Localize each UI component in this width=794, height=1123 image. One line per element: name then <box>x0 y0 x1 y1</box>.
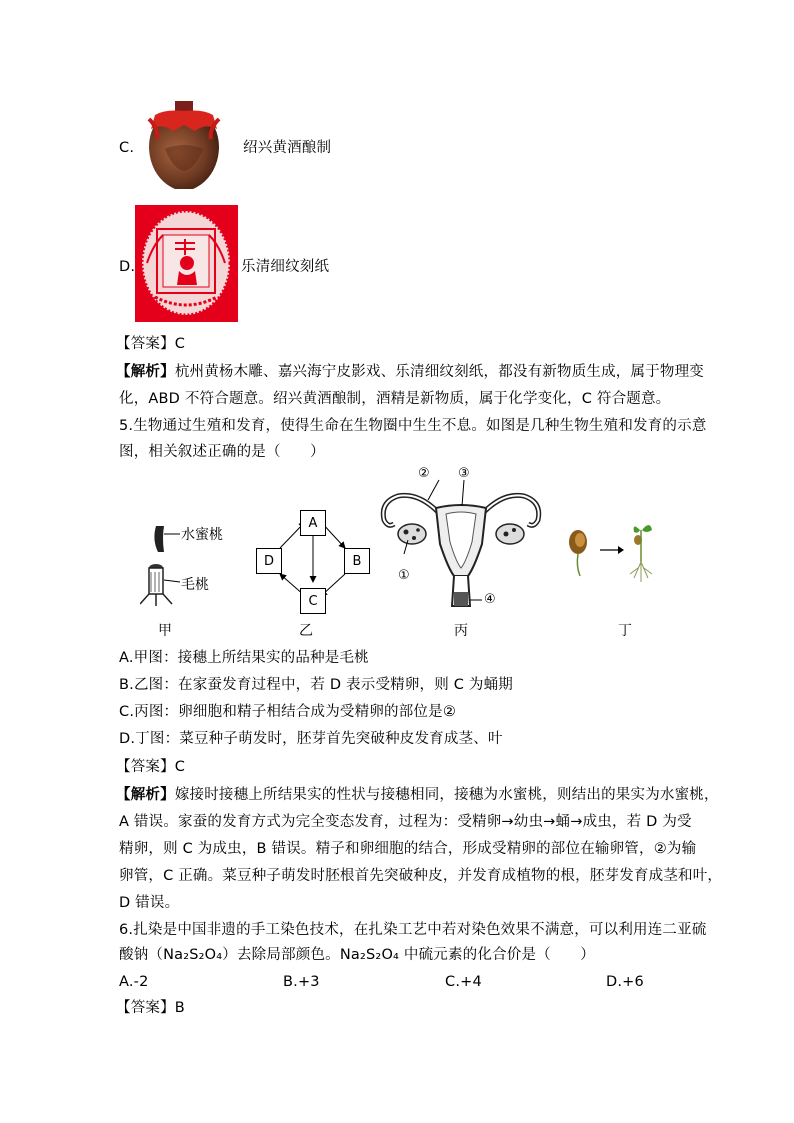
q5-answer: 【答案】C <box>116 759 186 775</box>
bing-mark-4: ④ <box>484 592 496 607</box>
option-c-letter: C. <box>119 140 135 156</box>
analysis-tag: 【解析】 <box>116 364 175 380</box>
option-d-letter: D. <box>119 259 136 275</box>
bing-mark-2: ② <box>418 466 430 481</box>
cycle-node-c: C <box>300 588 326 614</box>
q4-answer: 【答案】C <box>116 336 186 352</box>
cycle-node-d: D <box>256 548 282 574</box>
analysis-tag: 【解析】 <box>116 787 175 803</box>
cycle-node-a: A <box>300 510 326 536</box>
q5-option-c: C.丙图：卵细胞和精子相结合成为受精卵的部位是② <box>119 704 457 720</box>
analysis-text: 嫁接时接穗上所结果实的性状与接穗相同，接穗为水蜜桃，则结出的果实为水蜜桃， <box>174 787 719 803</box>
jia-stock-label: 毛桃 <box>181 577 209 593</box>
q6-stem-line1: 6.扎染是中国非遗的手工染色技术，在扎染工艺中若对染色效果不满意，可以利用连二亚硫 <box>119 922 707 938</box>
q6-option-c: C.+4 <box>445 974 482 990</box>
option-c-label: 绍兴黄酒酿制 <box>243 140 332 156</box>
q5-analysis-line3: 精卵，则 C 为成虫，B 错误。精子和卵细胞的结合，形成受精卵的部位在输卵管，②为输 <box>119 841 697 857</box>
figure-ding <box>560 518 660 640</box>
q6-stem-line2: 酸钠（Na₂S₂O₄）去除局部颜色。Na₂S₂O₄ 中硫元素的化合价是（ ） <box>119 947 595 963</box>
figure-jia <box>140 468 250 640</box>
bing-mark-3: ③ <box>458 466 470 481</box>
q5-analysis-line5: D 错误。 <box>119 895 180 911</box>
jia-label: 甲 <box>158 623 172 639</box>
bing-mark-1: ① <box>398 568 410 583</box>
paper-cut-image <box>135 205 238 322</box>
cycle-node-b: B <box>344 548 370 574</box>
q5-analysis-line4: 卵管，C 正确。菜豆种子萌发时胚根首先突破种皮，并发育成植物的根，胚芽发育成茎和叶， <box>119 868 723 884</box>
q5-option-a: A.甲图：接穗上所结果实的品种是毛桃 <box>119 650 369 666</box>
yi-label: 乙 <box>299 623 313 639</box>
q5-figure <box>140 468 660 640</box>
q6-option-a: A.-2 <box>119 974 149 990</box>
q6-option-b: B.+3 <box>283 974 320 990</box>
q6-answer: 【答案】B <box>116 1000 185 1016</box>
jia-scion-label: 水蜜桃 <box>181 527 223 543</box>
figure-yi <box>248 508 378 640</box>
figure-bing <box>378 466 548 640</box>
q6-option-d: D.+6 <box>606 974 644 990</box>
q5-stem-line1: 5.生物通过生殖和发育，使得生命在生物圈中生生不息。如图是几种生物生殖和发育的示意 <box>119 418 707 434</box>
analysis-text: 杭州黄杨木雕、嘉兴海宁皮影戏、乐清细纹刻纸，都没有新物质生成，属于物理变 <box>174 364 705 380</box>
option-d-label: 乐清细纹刻纸 <box>241 259 330 275</box>
q5-analysis-line1 <box>116 786 719 804</box>
ding-label: 丁 <box>618 623 632 639</box>
q5-option-b: B.乙图：在家蚕发育过程中，若 D 表示受精卵，则 C 为蛹期 <box>119 677 513 693</box>
wine-jar-image <box>135 99 233 191</box>
q4-analysis-line1 <box>116 363 704 381</box>
q5-analysis-line2: A 错误。家蚕的发育方式为完全变态发育，过程为：受精卵→幼虫→蛹→成虫，若 D 为受 <box>119 814 692 830</box>
bing-label: 丙 <box>454 623 468 639</box>
q5-option-d: D.丁图：菜豆种子萌发时，胚芽首先突破种皮发育成茎、叶 <box>119 731 503 747</box>
q5-stem-line2: 图，相关叙述正确的是（ ） <box>119 444 325 460</box>
q4-analysis-line2: 化，ABD 不符合题意。绍兴黄酒酿制，酒精是新物质，属于化学变化，C 符合题意。 <box>119 391 671 407</box>
